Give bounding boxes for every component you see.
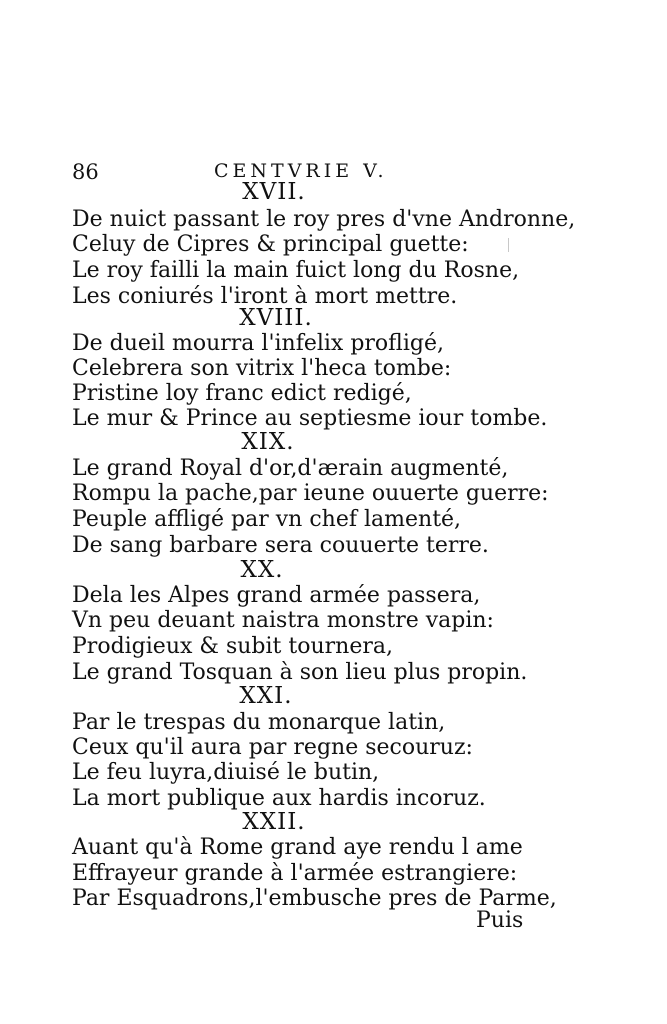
- verse-line: De sang barbare sera couuerte terre.: [72, 533, 489, 558]
- catchword: Puis: [476, 908, 524, 933]
- verse-line: De nuict passant le roy pres d'vne Andronne,: [72, 207, 576, 232]
- page-number: 86: [72, 160, 99, 184]
- verse-line: Ceux qu'il aura par regne secouruz:: [72, 735, 473, 760]
- verse-line: Rompu la pache,par ieune ouuerte guerre:: [72, 481, 549, 506]
- verse-line: De dueil mourra l'infelix profligé,: [72, 331, 444, 356]
- verse-line: Prodigieux & subit tournera,: [72, 634, 393, 659]
- quatrain-number: XIX.: [241, 429, 295, 455]
- running-title: CENTVRIE V.: [214, 160, 388, 182]
- verse-line: Auant qu'à Rome grand aye rendu l ame: [72, 835, 523, 860]
- verse-line: Effrayeur grande à l'armée estrangiere:: [72, 861, 518, 886]
- verse-line: Peuple affligé par vn chef lamenté,: [72, 507, 462, 532]
- verse-line: Pristine loy franc edict redigé,: [72, 381, 412, 406]
- verse-line: Par le trespas du monarque latin,: [72, 710, 446, 735]
- verse-line: Celuy de Cipres & principal guette:: [72, 232, 469, 257]
- verse-line: Le mur & Prince au septiesme iour tombe.: [72, 406, 548, 431]
- quatrain-number: XVIII.: [239, 305, 313, 331]
- verse-line: Dela les Alpes grand armée passera,: [72, 583, 481, 608]
- verse-line: Les coniurés l'iront à mort mettre.: [72, 284, 458, 309]
- verse-line: Par Esquadrons,l'embusche pres de Parme,: [72, 886, 557, 911]
- quatrain-number: XVII.: [242, 179, 306, 205]
- quatrain-number: XXI.: [239, 683, 293, 709]
- quatrain-number: XXII.: [242, 809, 306, 835]
- verse-line: Le feu luyra,diuisé le butin,: [72, 760, 380, 785]
- verse-line: Le grand Tosquan à son lieu plus propin.: [72, 660, 528, 685]
- paper-mark: [508, 238, 509, 252]
- quatrain-number: XX.: [240, 557, 284, 583]
- verse-line: Le roy failli la main fuict long du Rosne,: [72, 258, 520, 283]
- verse-line: La mort publique aux hardis incoruz.: [72, 786, 486, 811]
- verse-line: Vn peu deuant naistra monstre vapin:: [72, 608, 494, 633]
- verse-line: Le grand Royal d'or,d'ærain augmenté,: [72, 456, 509, 481]
- verse-line: Celebrera son vitrix l'heca tombe:: [72, 356, 452, 381]
